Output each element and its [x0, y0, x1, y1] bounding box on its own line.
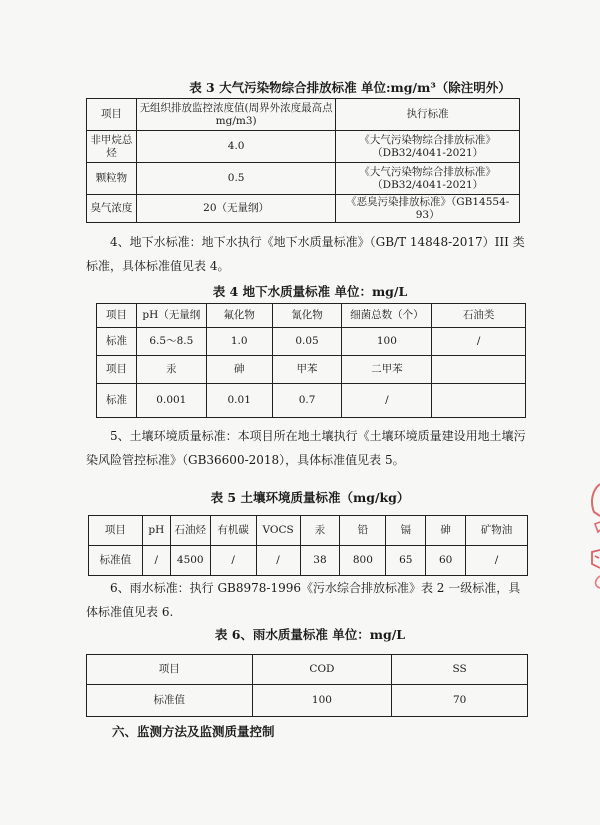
table-cell: 800: [340, 546, 386, 576]
table-cell: 0.01: [206, 384, 272, 418]
table-cell: 标准: [97, 328, 137, 356]
paragraph-rainwater: 6、雨水标准：执行 GB8978-1996《污水综合排放标准》表 2 一级标准，具体标准值见表 6.: [86, 581, 521, 619]
table6-caption: 表 6、雨水质量标准 单位：mg/L: [214, 627, 406, 642]
table-cell: 执行标准: [336, 99, 520, 131]
table-cell: 标准: [97, 384, 137, 418]
table-cell: 砷: [426, 516, 466, 546]
table-cell: 项目: [97, 356, 137, 384]
table-cell: 项目: [87, 655, 253, 685]
table-cell: 0.001: [136, 384, 206, 418]
table-cell: 70: [392, 685, 528, 717]
table-cell: 65: [386, 546, 426, 576]
paragraph-soil: 5、土壤环境质量标准：本项目所在地土壤执行《土壤环境质量建设用地土壤污染风险管控标准》（GB36600-2018），具体标准值见表 5。: [86, 429, 526, 467]
table-cell: 石油类: [432, 304, 526, 328]
table-cell: /: [466, 546, 528, 576]
table-row: [97, 384, 526, 418]
table-row: [97, 304, 526, 328]
table-cell: 臭气浓度: [87, 195, 137, 223]
table-row: [97, 328, 526, 356]
table-cell: 项目: [89, 516, 143, 546]
table-cell: 100: [252, 685, 392, 717]
table-cell: 0.7: [272, 384, 342, 418]
table-cell: 汞: [300, 516, 340, 546]
table-row: [87, 685, 528, 717]
table-cell: 4500: [170, 546, 210, 576]
table-cell: 石油烃: [170, 516, 210, 546]
table-cell: 氰化物: [272, 304, 342, 328]
table-cell: 无组织排放监控浓度值(周界外浓度最高点 mg/m3): [136, 99, 335, 131]
table-cell: 铅: [340, 516, 386, 546]
red-stamp-fragment: [586, 480, 600, 590]
table5-caption: 表 5 土壤环境质量标准（mg/kg）: [210, 490, 410, 505]
table-cell: 非甲烷总烃: [87, 131, 137, 163]
table3: [86, 98, 520, 223]
table-row: [87, 131, 520, 163]
table-cell: 有机碳: [210, 516, 256, 546]
table-cell: 细菌总数（个）: [342, 304, 432, 328]
table-cell: /: [142, 546, 170, 576]
table-cell: /: [256, 546, 300, 576]
table-cell: 标准值: [89, 546, 143, 576]
section-heading: 六、监测方法及监测质量控制: [112, 724, 275, 739]
table-cell: SS: [392, 655, 528, 685]
table-row: [97, 356, 526, 384]
table-cell: [432, 356, 526, 384]
table-row: [89, 516, 528, 546]
table6: [86, 654, 528, 717]
table-cell: VOCS: [256, 516, 300, 546]
table-cell: 镉: [386, 516, 426, 546]
table-cell: 6.5～8.5: [136, 328, 206, 356]
table3-caption: 表 3 大气污染物综合排放标准 单位:mg/m³（除注明外）: [189, 80, 511, 95]
table-cell: 砷: [206, 356, 272, 384]
table-cell: 38: [300, 546, 340, 576]
table-cell: 《恶臭污染排放标准》（GB14554-93）: [336, 195, 520, 223]
table-cell: pH（无量纲: [136, 304, 206, 328]
table-cell: 《大气污染物综合排放标准》（DB32/4041-2021）: [336, 131, 520, 163]
table-cell: /: [432, 328, 526, 356]
table-cell: 氟化物: [206, 304, 272, 328]
table-cell: 60: [426, 546, 466, 576]
paragraph-groundwater: 4、地下水标准：地下水执行《地下水质量标准》（GB/T 14848-2017）III 类标准，具体标准值见表 4。: [86, 235, 525, 273]
table-cell: 项目: [97, 304, 137, 328]
table-cell: 标准值: [87, 685, 253, 717]
table-cell: 颗粒物: [87, 163, 137, 195]
table-cell: pH: [142, 516, 170, 546]
table-cell: COD: [252, 655, 392, 685]
table-cell: /: [210, 546, 256, 576]
table4: [96, 303, 526, 418]
table-cell: [432, 384, 526, 418]
table4-caption: 表 4 地下水质量标准 单位：mg/L: [212, 284, 408, 299]
table-cell: 20（无量纲）: [136, 195, 335, 223]
table-cell: 0.5: [136, 163, 335, 195]
table-row: [87, 163, 520, 195]
table-cell: 100: [342, 328, 432, 356]
table-cell: 《大气污染物综合排放标准》（DB32/4041-2021）: [336, 163, 520, 195]
table-cell: 汞: [136, 356, 206, 384]
table-cell: 矿物油: [466, 516, 528, 546]
table-cell: 0.05: [272, 328, 342, 356]
table-row: [87, 99, 520, 131]
table-cell: 甲苯: [272, 356, 342, 384]
table-cell: /: [342, 384, 432, 418]
table-row: [87, 195, 520, 223]
table-cell: 1.0: [206, 328, 272, 356]
table-cell: 项目: [87, 99, 137, 131]
table-row: [87, 655, 528, 685]
table-row: [89, 546, 528, 576]
table-cell: 二甲苯: [342, 356, 432, 384]
table5: [88, 515, 528, 576]
table-cell: 4.0: [136, 131, 335, 163]
